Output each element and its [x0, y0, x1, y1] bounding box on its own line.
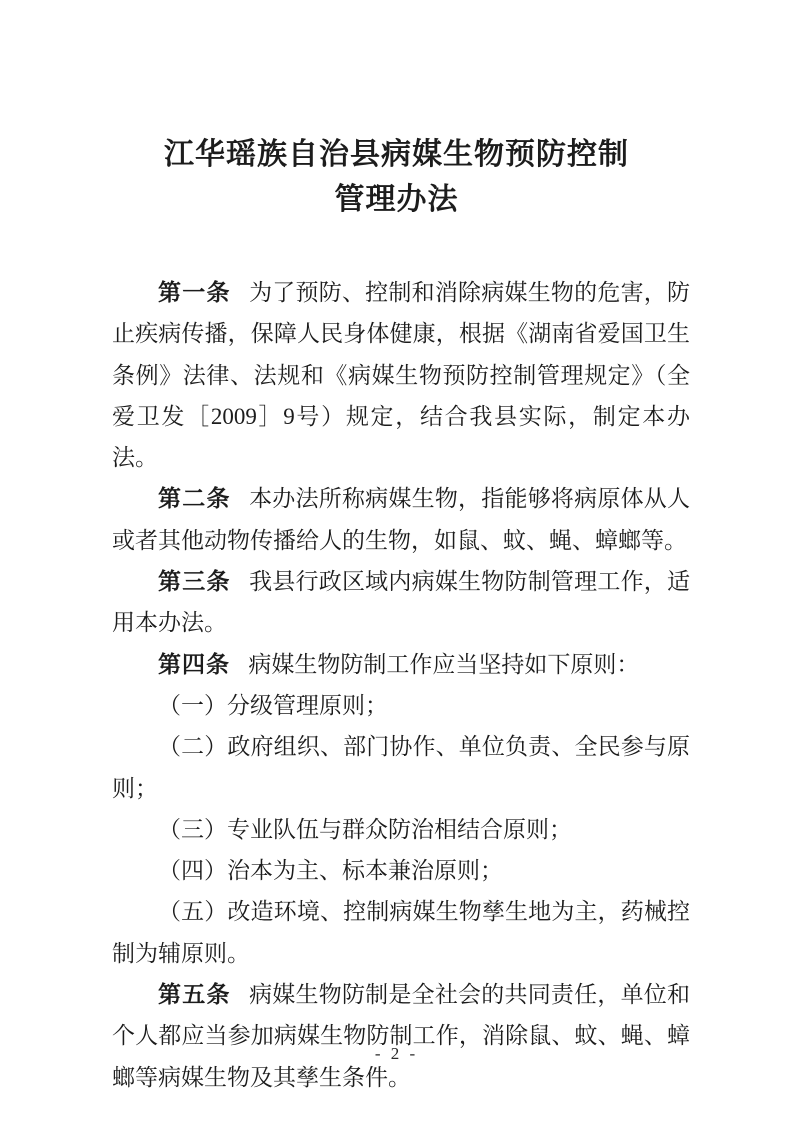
principle-item-5: （五）改造环境、控制病媒生物孳生地为主，药械控制为辅原则。 — [112, 899, 690, 966]
title-line-2: 管理办法 — [334, 183, 459, 216]
article-number-3: 第三条 — [158, 568, 231, 595]
principle-item-2: （二）政府组织、部门协作、单位负责、全民参与原则； — [112, 734, 690, 801]
principle-item-3: （三）专业队伍与群众防治相结合原则； — [158, 816, 572, 842]
article-paragraph-5 — [112, 974, 690, 1098]
article-paragraph-2 — [112, 478, 690, 561]
principle-item-1: （一）分级管理原则； — [158, 692, 388, 718]
document-body — [112, 272, 690, 1098]
article-text-1: 为了预防、控制和消除病媒生物的危害，防止疾病传播，保障人民身体健康，根据《湖南省爱国卫生条例》法律、法规和《病媒生物预防控制管理规定》（全爱卫发［2009］9号）规定，结合我县实际，制定本办法。 — [112, 280, 691, 471]
document-title — [0, 0, 793, 222]
article-paragraph-3 — [112, 561, 690, 644]
principle-item-4: （四）治本为主、标本兼治原则； — [158, 858, 503, 884]
article-number-5: 第五条 — [158, 981, 231, 1008]
article-text-4: 病媒生物防制工作应当坚持如下原则： — [248, 651, 640, 677]
article-text-2: 本办法所称病媒生物，指能够将病原体从人或者其他动物传播给人的生物，如鼠、蚊、蝇、蟑螂等。 — [112, 486, 691, 553]
article-paragraph-1 — [112, 272, 690, 478]
article-number-2: 第二条 — [158, 485, 231, 512]
article-text-5: 病媒生物防制是全社会的共同责任，单位和个人都应当参加病媒生物防制工作，消除鼠、蚊、蝇、蟑螂等病媒生物及其孳生条件。 — [112, 982, 691, 1090]
article-number-4: 第四条 — [158, 650, 230, 677]
page-number: - 2 - — [374, 1044, 419, 1063]
article-text-3: 我县行政区域内病媒生物防制管理工作，适用本办法。 — [112, 569, 691, 636]
article-number-1: 第一条 — [158, 279, 231, 305]
article-paragraph-4 — [112, 644, 690, 685]
title-line-1: 江华瑶族自治县病媒生物预防控制 — [164, 138, 629, 171]
